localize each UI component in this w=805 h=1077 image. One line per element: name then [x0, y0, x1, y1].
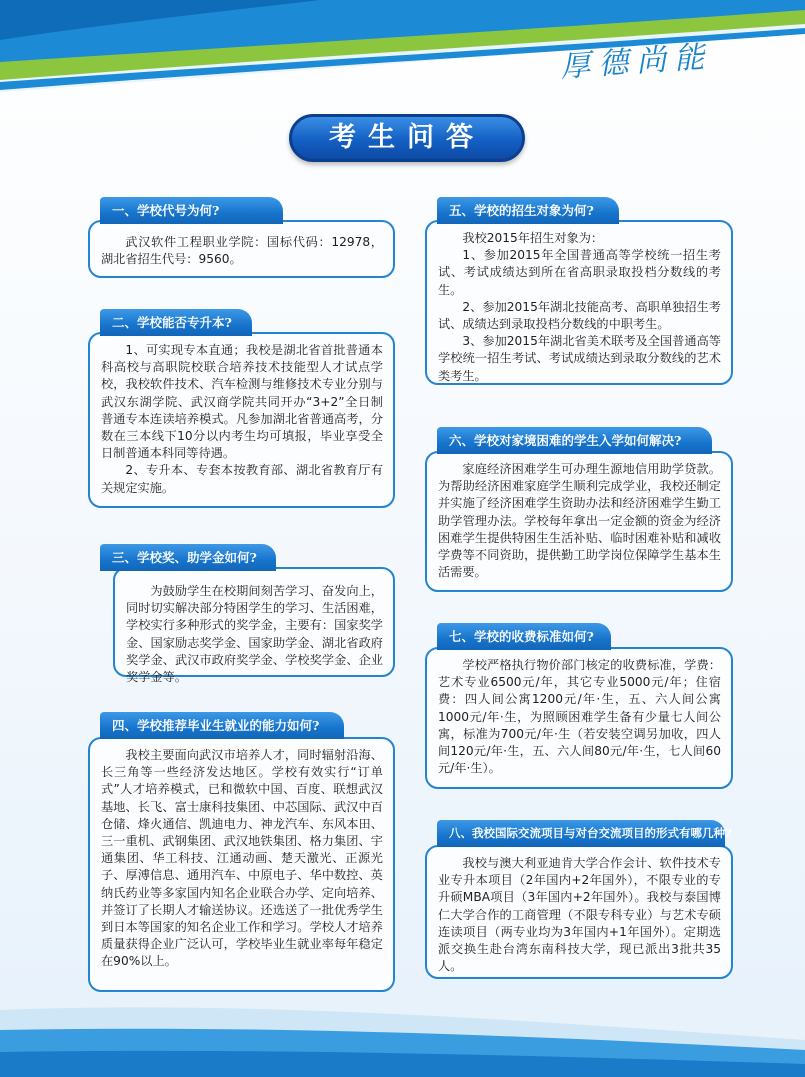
qa-box-3	[113, 567, 395, 685]
qa-answer: 家庭经济困难学生可办理生源地信用助学贷款。为帮助经济困难家庭学生顺利完成学业，我校还制定并实施了经济困难学生资助办法和经济困难学生勤工助学管理办法。学校每年拿出一定金额的资金为经济困难学生提供特困生生活补贴、临时困难补贴和减收学费等不同资助，提供勤工助学岗位保障学生基本生活需要。	[438, 462, 721, 580]
qa-heading-8: 八、我校国际交流项目与对台交流项目的形式有哪几种?	[437, 820, 725, 847]
qa-heading-2: 二、学校能否专升本?	[100, 309, 252, 336]
qa-answer: 2、专升本、专套本按教育部、湖北省教育厅有关规定实施。	[101, 463, 383, 495]
qa-heading-5: 五、学校的招生对象为何?	[437, 197, 619, 224]
qa-box-6	[425, 451, 733, 592]
page-title: 考生问答	[289, 114, 525, 162]
qa-answer: 1、可实现专本直通；我校是湖北省首批普通本科高校与高职院校联合培养技术技能型人才试点学校，我校软件技术、汽车检测与维修技术专业分别与武汉东湖学院、武汉商学院共同开办“3+2”全日制普通专本连读培养模式。凡参加湖北省普通高考，分数在三本线下10分以内考生均可填报，毕业享受全日制普通本科同等待遇。	[101, 343, 383, 461]
qa-answer: 3、参加2015年湖北省美术联考及全国普通高等学校统一招生考试、考试成绩达到录取分数线的艺术类考生。	[438, 334, 721, 383]
qa-heading-1: 一、学校代号为何?	[100, 197, 283, 224]
qa-answer: 我校与澳大利亚迪肯大学合作会计、软件技术专业专升本项目（2年国内+2年国外），不限专业的专升硕MBA项目（3年国内+2年国外）。我校与泰国博仁大学合作的工商管理（不限专科专业）与艺术专硕连读项目（两专业均为3年国内+1年国外）。定期选派交换生赴台湾东南科技大学，现已派出3批共35人。	[438, 856, 721, 974]
qa-answer: 我校2015年招生对象为：	[462, 231, 604, 245]
qa-answer: 武汉软件工程职业学院：国标代码：12978，湖北省招生代号：9560。	[101, 235, 383, 267]
qa-answer: 2、参加2015年湖北技能高考、高职单独招生考试、成绩达到录取投档分数线的中职考生。	[438, 299, 721, 332]
qa-box-7	[425, 647, 733, 789]
qa-box-8	[425, 845, 733, 979]
qa-heading-7: 七、学校的收费标准如何?	[437, 623, 611, 650]
qa-box-2	[88, 332, 395, 508]
qa-answer: 1、参加2015年全国普通高等学校统一招生考试、考试成绩达到所在省高职录取投档分数线的考生。	[438, 248, 721, 297]
qa-answer: 学校严格执行物价部门核定的收费标准，学费：艺术专业6500元/年，其它专业5000元/年；住宿费：四人间公寓1200元/年·生，五、六人间公寓1000元/年·生，为照顾困难学生备有少量七人间公寓，标准为700元/年·生（若安装空调另加收，四人间120元/年·生，五、六人间80元/年·生，七人间60元/年·生）。	[438, 658, 721, 776]
qa-box-5	[425, 220, 733, 385]
qa-heading-3: 三、学校奖、助学金如何?	[100, 544, 276, 571]
qa-box-1	[88, 220, 395, 278]
qa-answer: 我校主要面向武汉市培养人才，同时辐射沿海、长三角等一些经济发达地区。学校有效实行“订单式”人才培养模式，已和微软中国、百度、联想武汉基地、长飞、富士康科技集团、中芯国际、武汉中百仓储、烽火通信、凯迪电力、神龙汽车、东风本田、三一重机、武钢集团、武汉地铁集团、格力集团、宇通集团、华工科技、江通动画、楚天激光、正源光子、厚溥信息、通用汽车、中原电子、华中数控、英纳氏药业等多家国内知名企业联合办学、定向培养、并签订了长期人才输送协议。还选送了一批优秀学生到日本等国家的知名企业工作和学习。学校人才培养质量获得企业广泛认可，学校毕业生就业率每年稳定在90%以上。	[101, 748, 383, 969]
qa-answer: 为鼓励学生在校期间刻苦学习、奋发向上，同时切实解决部分特困学生的学习、生活困难，学校实行多种形式的奖学金，主要有：国家奖学金、国家励志奖学金、国家助学金、湖北省政府奖学金、武汉市政府奖学金、学校奖学金、企业奖学金等。	[126, 584, 383, 685]
qa-heading-6: 六、学校对家境困难的学生入学如何解决?	[437, 427, 712, 454]
qa-box-4	[88, 737, 395, 992]
motto: 厚德尚能	[559, 39, 714, 85]
qa-heading-4: 四、学校推荐毕业生就业的能力如何?	[100, 712, 344, 739]
